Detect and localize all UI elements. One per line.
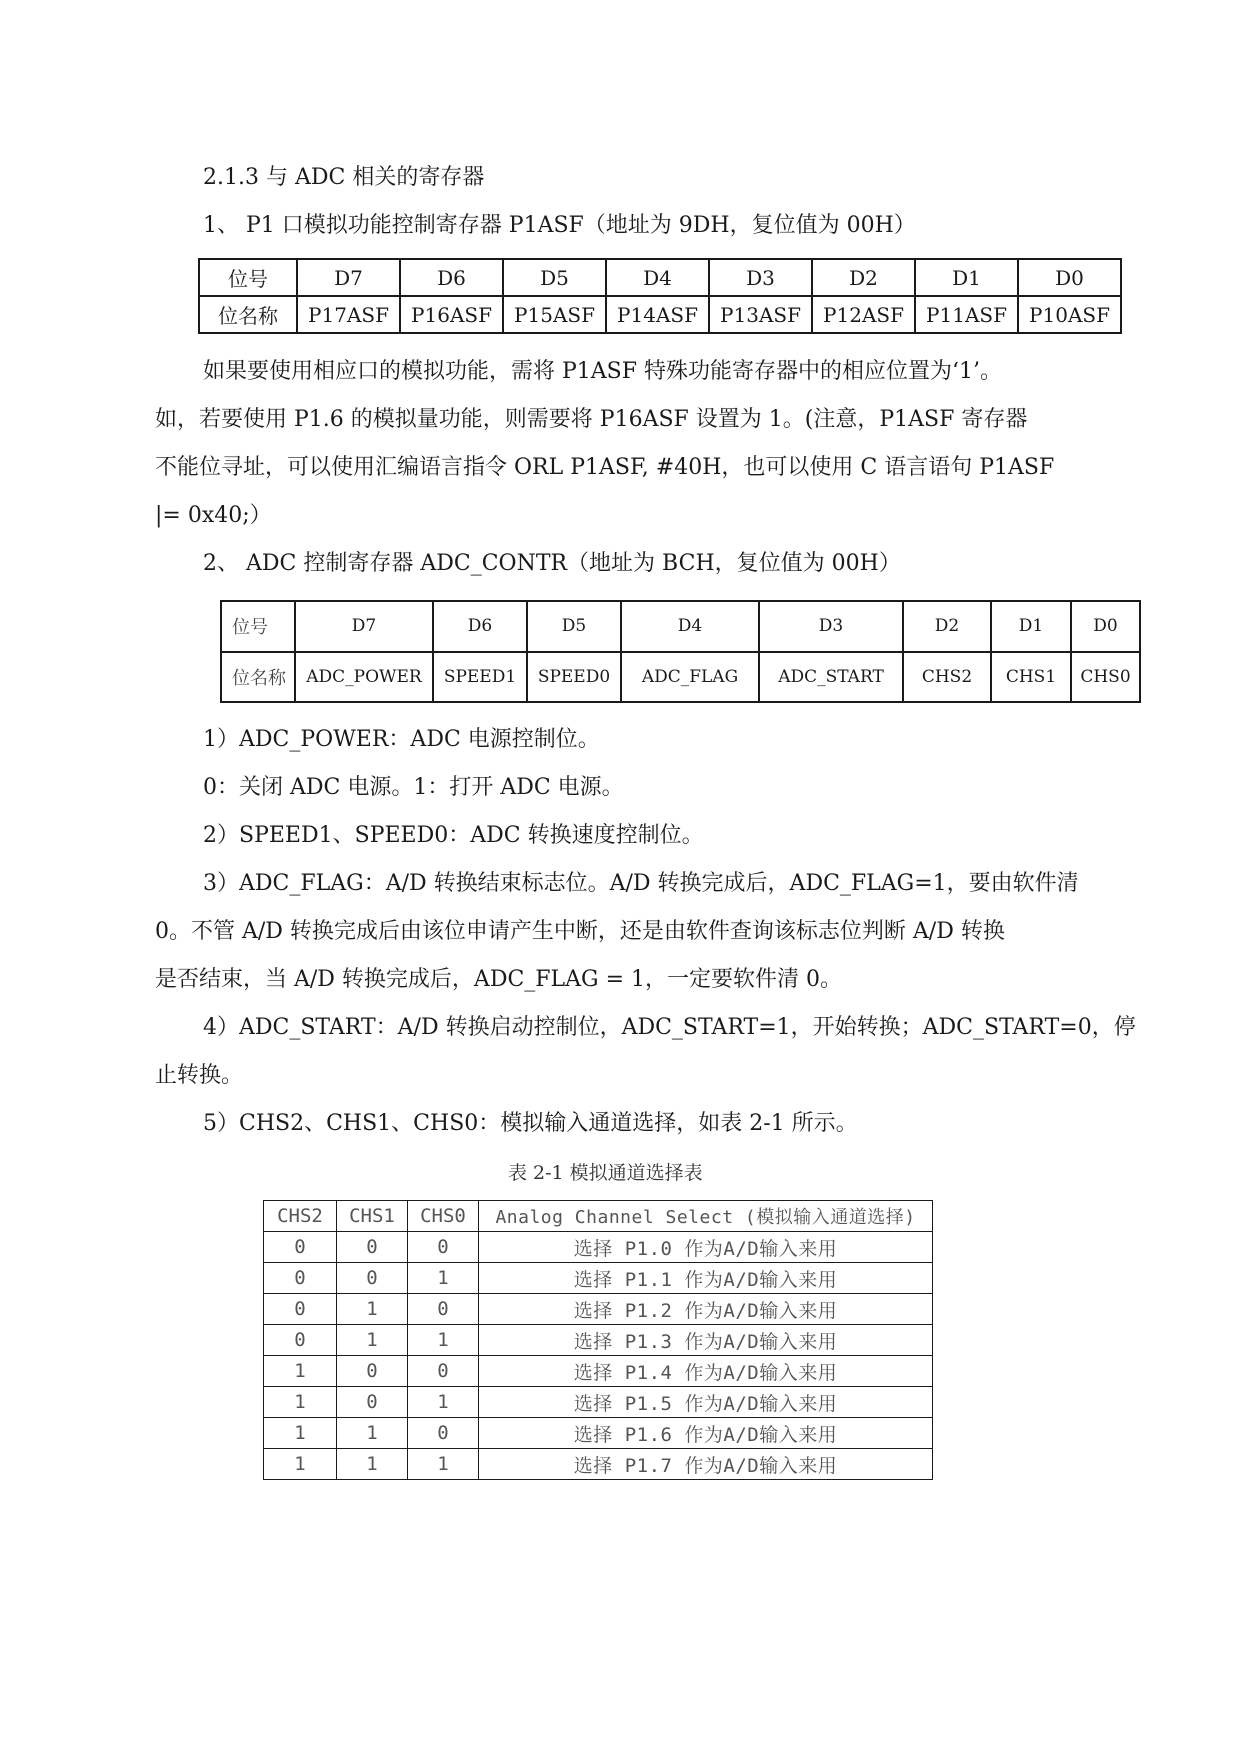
table-cell: 0 bbox=[408, 1356, 479, 1387]
table-cell: 0 bbox=[408, 1232, 479, 1263]
bit-cell: D6 bbox=[433, 601, 527, 652]
table-row bbox=[264, 1418, 933, 1449]
table-cell: 1 bbox=[337, 1418, 408, 1449]
paragraph-line: 不能位寻址，可以使用汇编语言指令 ORL P1ASF, #40H，也可以使用 C 语言语句 P1ASF bbox=[155, 455, 1055, 480]
bit-name-cell: P10ASF bbox=[1018, 296, 1121, 333]
table-row bbox=[221, 601, 1140, 652]
paragraph-line: 是否结束，当 A/D 转换完成后，ADC_FLAG = 1，一定要软件清 0。 bbox=[155, 967, 843, 992]
table-row bbox=[264, 1449, 933, 1480]
bit-cell: D5 bbox=[503, 259, 606, 296]
row-label: 位号 bbox=[221, 601, 295, 652]
chs-description: 5）CHS2、CHS1、CHS0：模拟输入通道选择，如表 2-1 所示。 bbox=[203, 1111, 858, 1136]
paragraph-line: |= 0x40;） bbox=[155, 503, 272, 528]
column-header: CHS2 bbox=[264, 1201, 337, 1232]
bit-cell: D0 bbox=[1071, 601, 1140, 652]
table-cell: 1 bbox=[264, 1449, 337, 1480]
table-row bbox=[264, 1263, 933, 1294]
table-cell: 0 bbox=[264, 1325, 337, 1356]
adc-power-description: 1）ADC_POWER：ADC 电源控制位。 bbox=[203, 727, 600, 752]
paragraph-line: 如，若要使用 P1.6 的模拟量功能，则需要将 P16ASF 设置为 1。(注意，P1ASF 寄存器 bbox=[155, 407, 1028, 432]
bit-name-cell: CHS2 bbox=[903, 652, 991, 703]
table-row bbox=[264, 1294, 933, 1325]
table-cell: 选择 P1.4 作为A/D输入来用 bbox=[479, 1356, 933, 1387]
bit-name-cell: P17ASF bbox=[297, 296, 400, 333]
table-cell: 0 bbox=[264, 1232, 337, 1263]
table-cell: 0 bbox=[337, 1356, 408, 1387]
bit-cell: D3 bbox=[759, 601, 903, 652]
adc-power-values: 0：关闭 ADC 电源。1：打开 ADC 电源。 bbox=[203, 775, 624, 800]
bit-cell: D7 bbox=[297, 259, 400, 296]
table-cell: 1 bbox=[408, 1325, 479, 1356]
bit-cell: D4 bbox=[606, 259, 709, 296]
row-label: 位号 bbox=[199, 259, 297, 296]
table-cell: 选择 P1.3 作为A/D输入来用 bbox=[479, 1325, 933, 1356]
bit-name-cell: P14ASF bbox=[606, 296, 709, 333]
table-row bbox=[199, 296, 1121, 333]
p1asf-register-table bbox=[198, 258, 1122, 334]
table-cell: 1 bbox=[408, 1449, 479, 1480]
table-row bbox=[199, 259, 1121, 296]
table-cell: 0 bbox=[408, 1294, 479, 1325]
table-cell: 1 bbox=[408, 1387, 479, 1418]
column-header: CHS1 bbox=[337, 1201, 408, 1232]
table-header-row bbox=[264, 1201, 933, 1232]
item2-heading: 2、 ADC 控制寄存器 ADC_CONTR（地址为 BCH，复位值为 00H） bbox=[203, 551, 901, 576]
bit-cell: D0 bbox=[1018, 259, 1121, 296]
bit-cell: D3 bbox=[709, 259, 812, 296]
table-cell: 0 bbox=[264, 1294, 337, 1325]
table-row bbox=[221, 652, 1140, 703]
table-row bbox=[264, 1232, 933, 1263]
table-cell: 1 bbox=[408, 1263, 479, 1294]
table-cell: 1 bbox=[337, 1449, 408, 1480]
bit-name-cell: ADC_START bbox=[759, 652, 903, 703]
row-label: 位名称 bbox=[221, 652, 295, 703]
table-cell: 0 bbox=[337, 1263, 408, 1294]
table-cell: 1 bbox=[337, 1294, 408, 1325]
adc-start-description bbox=[155, 1004, 1136, 1100]
bit-name-cell: SPEED0 bbox=[527, 652, 621, 703]
channel-select-table bbox=[263, 1200, 933, 1480]
paragraph-line: 3）ADC_FLAG：A/D 转换结束标志位。A/D 转换完成后，ADC_FLAG=1，要由软件清 bbox=[203, 871, 1079, 896]
bit-name-cell: ADC_FLAG bbox=[621, 652, 759, 703]
row-label: 位名称 bbox=[199, 296, 297, 333]
bit-cell: D5 bbox=[527, 601, 621, 652]
bit-name-cell: P16ASF bbox=[400, 296, 503, 333]
bit-name-cell: P15ASF bbox=[503, 296, 606, 333]
bit-name-cell: SPEED1 bbox=[433, 652, 527, 703]
table-row bbox=[264, 1387, 933, 1418]
table-cell: 选择 P1.0 作为A/D输入来用 bbox=[479, 1232, 933, 1263]
bit-name-cell: CHS0 bbox=[1071, 652, 1140, 703]
table-cell: 0 bbox=[264, 1263, 337, 1294]
table-cell: 0 bbox=[337, 1232, 408, 1263]
bit-name-cell: P11ASF bbox=[915, 296, 1018, 333]
bit-cell: D1 bbox=[915, 259, 1018, 296]
speed-description: 2）SPEED1、SPEED0：ADC 转换速度控制位。 bbox=[203, 823, 704, 848]
paragraph-line: 4）ADC_START：A/D 转换启动控制位，ADC_START=1，开始转换；ADC_START=0，停 bbox=[203, 1015, 1136, 1040]
bit-name-cell: CHS1 bbox=[991, 652, 1071, 703]
table-row bbox=[264, 1356, 933, 1387]
column-header: CHS0 bbox=[408, 1201, 479, 1232]
table-cell: 1 bbox=[264, 1387, 337, 1418]
table-cell: 1 bbox=[264, 1356, 337, 1387]
table-caption: 表 2-1 模拟通道选择表 bbox=[508, 1162, 703, 1184]
table-cell: 选择 P1.7 作为A/D输入来用 bbox=[479, 1449, 933, 1480]
table-cell: 1 bbox=[264, 1418, 337, 1449]
bit-name-cell: P13ASF bbox=[709, 296, 812, 333]
table-cell: 选择 P1.6 作为A/D输入来用 bbox=[479, 1418, 933, 1449]
paragraph-line: 止转换。 bbox=[155, 1063, 244, 1088]
bit-name-cell: P12ASF bbox=[812, 296, 915, 333]
section-title: 2.1.3 与 ADC 相关的寄存器 bbox=[203, 165, 485, 190]
column-header: Analog Channel Select (模拟输入通道选择) bbox=[479, 1201, 933, 1232]
bit-cell: D1 bbox=[991, 601, 1071, 652]
table-row bbox=[264, 1325, 933, 1356]
bit-cell: D6 bbox=[400, 259, 503, 296]
table-cell: 0 bbox=[408, 1418, 479, 1449]
table-cell: 选择 P1.2 作为A/D输入来用 bbox=[479, 1294, 933, 1325]
table-cell: 1 bbox=[337, 1325, 408, 1356]
bit-cell: D2 bbox=[903, 601, 991, 652]
table-cell: 选择 P1.1 作为A/D输入来用 bbox=[479, 1263, 933, 1294]
bit-cell: D4 bbox=[621, 601, 759, 652]
adc-contr-register-table bbox=[220, 600, 1141, 703]
item1-heading: 1、 P1 口模拟功能控制寄存器 P1ASF（地址为 9DH，复位值为 00H） bbox=[203, 213, 916, 238]
adc-flag-description bbox=[155, 860, 1079, 1004]
bit-name-cell: ADC_POWER bbox=[295, 652, 433, 703]
bit-cell: D7 bbox=[295, 601, 433, 652]
paragraph-line: 0。不管 A/D 转换完成后由该位申请产生中断，还是由软件查询该标志位判断 A/D 转换 bbox=[155, 919, 1005, 944]
paragraph-line: 如果要使用相应口的模拟功能，需将 P1ASF 特殊功能寄存器中的相应位置为‘1’。 bbox=[203, 359, 1002, 384]
paragraph-p1asf-usage bbox=[155, 348, 1054, 540]
bit-cell: D2 bbox=[812, 259, 915, 296]
table-cell: 0 bbox=[337, 1387, 408, 1418]
table-cell: 选择 P1.5 作为A/D输入来用 bbox=[479, 1387, 933, 1418]
